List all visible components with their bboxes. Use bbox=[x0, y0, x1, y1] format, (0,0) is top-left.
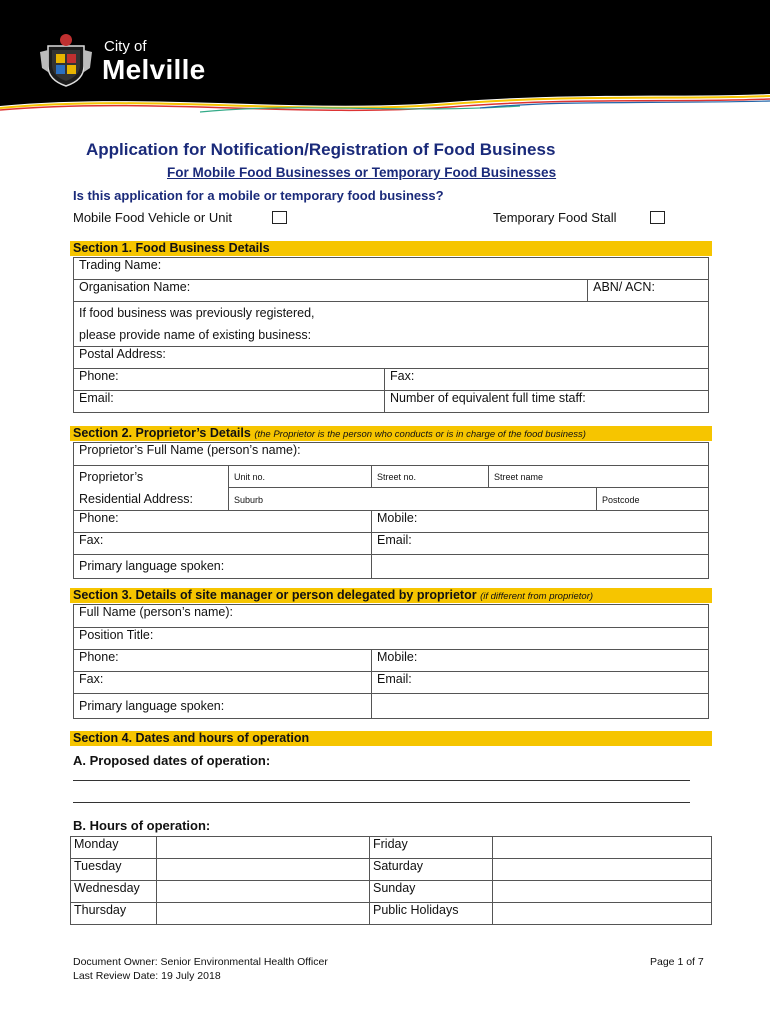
previous-business-field[interactable]: If food business was previously registered, please provide name of existing business: bbox=[74, 302, 709, 347]
manager-email-field[interactable]: Email: bbox=[372, 672, 709, 694]
manager-language-field[interactable]: Primary language spoken: bbox=[74, 694, 372, 719]
footer-review-date: Last Review Date: 19 July 2018 bbox=[73, 970, 221, 982]
hours-thursday-input[interactable] bbox=[157, 903, 370, 925]
header-decorative-wave bbox=[0, 88, 770, 118]
suburb-field[interactable]: Suburb bbox=[229, 488, 597, 511]
logo-text-big: Melville bbox=[102, 54, 206, 85]
hours-public-holidays-input[interactable] bbox=[493, 903, 712, 925]
hours-row bbox=[71, 859, 712, 881]
business-type-question: Is this application for a mobile or temporary food business? bbox=[73, 188, 444, 203]
hours-row bbox=[71, 881, 712, 903]
manager-fax-field[interactable]: Fax: bbox=[74, 672, 372, 694]
day-thursday: Thursday bbox=[71, 903, 157, 925]
temporary-option-label: Temporary Food Stall bbox=[493, 210, 617, 225]
residential-address-label: Proprietor’s Residential Address: bbox=[74, 466, 229, 511]
manager-mobile-field[interactable]: Mobile: bbox=[372, 650, 709, 672]
section2-table bbox=[73, 442, 709, 579]
dates-line-2[interactable] bbox=[73, 802, 690, 803]
form-subtitle: For Mobile Food Businesses or Temporary Food Businesses bbox=[167, 165, 557, 180]
temporary-checkbox[interactable] bbox=[650, 211, 665, 224]
day-tuesday: Tuesday bbox=[71, 859, 157, 881]
trading-name-field[interactable]: Trading Name: bbox=[74, 258, 709, 280]
hours-row bbox=[71, 903, 712, 925]
section3-table bbox=[73, 604, 709, 719]
day-sunday: Sunday bbox=[370, 881, 493, 903]
proprietor-language-value[interactable] bbox=[372, 555, 709, 579]
dates-label: A. Proposed dates of operation: bbox=[73, 753, 271, 768]
postal-address-field[interactable]: Postal Address: bbox=[74, 347, 709, 369]
section2-note: (the Proprietor is the person who conducts or is in charge of the food business) bbox=[254, 429, 586, 440]
section3-heading: Section 3. Details of site manager or person delegated by proprietor (if different from proprietor) bbox=[70, 588, 712, 603]
logo-text-small: City of bbox=[104, 38, 147, 55]
staff-count-field[interactable]: Number of equivalent full time staff: bbox=[385, 391, 709, 413]
hours-sunday-input[interactable] bbox=[493, 881, 712, 903]
footer-document-owner: Document Owner: Senior Environmental Health Officer bbox=[73, 956, 328, 968]
manager-name-field[interactable]: Full Name (person’s name): bbox=[74, 605, 709, 628]
proprietor-email-field[interactable]: Email: bbox=[372, 533, 709, 555]
manager-language-value[interactable] bbox=[372, 694, 709, 719]
hours-saturday-input[interactable] bbox=[493, 859, 712, 881]
form-title: Application for Notification/Registration of Food Business bbox=[86, 140, 556, 159]
section3-note: (if different from proprietor) bbox=[480, 591, 594, 602]
proprietor-fax-field[interactable]: Fax: bbox=[74, 533, 372, 555]
page-header bbox=[0, 0, 770, 118]
proprietor-language-field[interactable]: Primary language spoken: bbox=[74, 555, 372, 579]
hours-wednesday-input[interactable] bbox=[157, 881, 370, 903]
day-friday: Friday bbox=[370, 837, 493, 859]
hours-monday-input[interactable] bbox=[157, 837, 370, 859]
organisation-name-field[interactable]: Organisation Name: bbox=[74, 280, 588, 302]
footer-page-number: Page 1 of 7 bbox=[650, 956, 704, 968]
street-no-field[interactable]: Street no. bbox=[372, 466, 489, 488]
hours-tuesday-input[interactable] bbox=[157, 859, 370, 881]
day-monday: Monday bbox=[71, 837, 157, 859]
section4-heading: Section 4. Dates and hours of operation bbox=[70, 731, 712, 746]
day-wednesday: Wednesday bbox=[71, 881, 157, 903]
proprietor-name-field[interactable]: Proprietor’s Full Name (person’s name): bbox=[74, 443, 709, 466]
fax-field[interactable]: Fax: bbox=[385, 369, 709, 391]
dates-line-1[interactable] bbox=[73, 780, 690, 781]
street-name-field[interactable]: Street name bbox=[489, 466, 709, 488]
proprietor-mobile-field[interactable]: Mobile: bbox=[372, 511, 709, 533]
abn-field[interactable]: ABN/ ACN: bbox=[588, 280, 709, 302]
unit-no-field[interactable]: Unit no. bbox=[229, 466, 372, 488]
section2-heading: Section 2. Proprietor’s Details (the Proprietor is the person who conducts or is in charge of the food business) bbox=[70, 426, 712, 441]
hours-table bbox=[70, 836, 712, 925]
hours-label: B. Hours of operation: bbox=[73, 818, 211, 833]
mobile-checkbox[interactable] bbox=[272, 211, 287, 224]
position-title-field[interactable]: Position Title: bbox=[74, 628, 709, 650]
phone-field[interactable]: Phone: bbox=[74, 369, 385, 391]
city-crest-logo bbox=[38, 32, 94, 88]
section1-heading: Section 1. Food Business Details bbox=[70, 241, 712, 256]
postcode-field[interactable]: Postcode bbox=[597, 488, 709, 511]
proprietor-phone-field[interactable]: Phone: bbox=[74, 511, 372, 533]
hours-friday-input[interactable] bbox=[493, 837, 712, 859]
section1-table bbox=[73, 257, 709, 413]
day-public-holidays: Public Holidays bbox=[370, 903, 493, 925]
email-field[interactable]: Email: bbox=[74, 391, 385, 413]
day-saturday: Saturday bbox=[370, 859, 493, 881]
manager-phone-field[interactable]: Phone: bbox=[74, 650, 372, 672]
mobile-option-label: Mobile Food Vehicle or Unit bbox=[73, 210, 232, 225]
hours-row bbox=[71, 837, 712, 859]
